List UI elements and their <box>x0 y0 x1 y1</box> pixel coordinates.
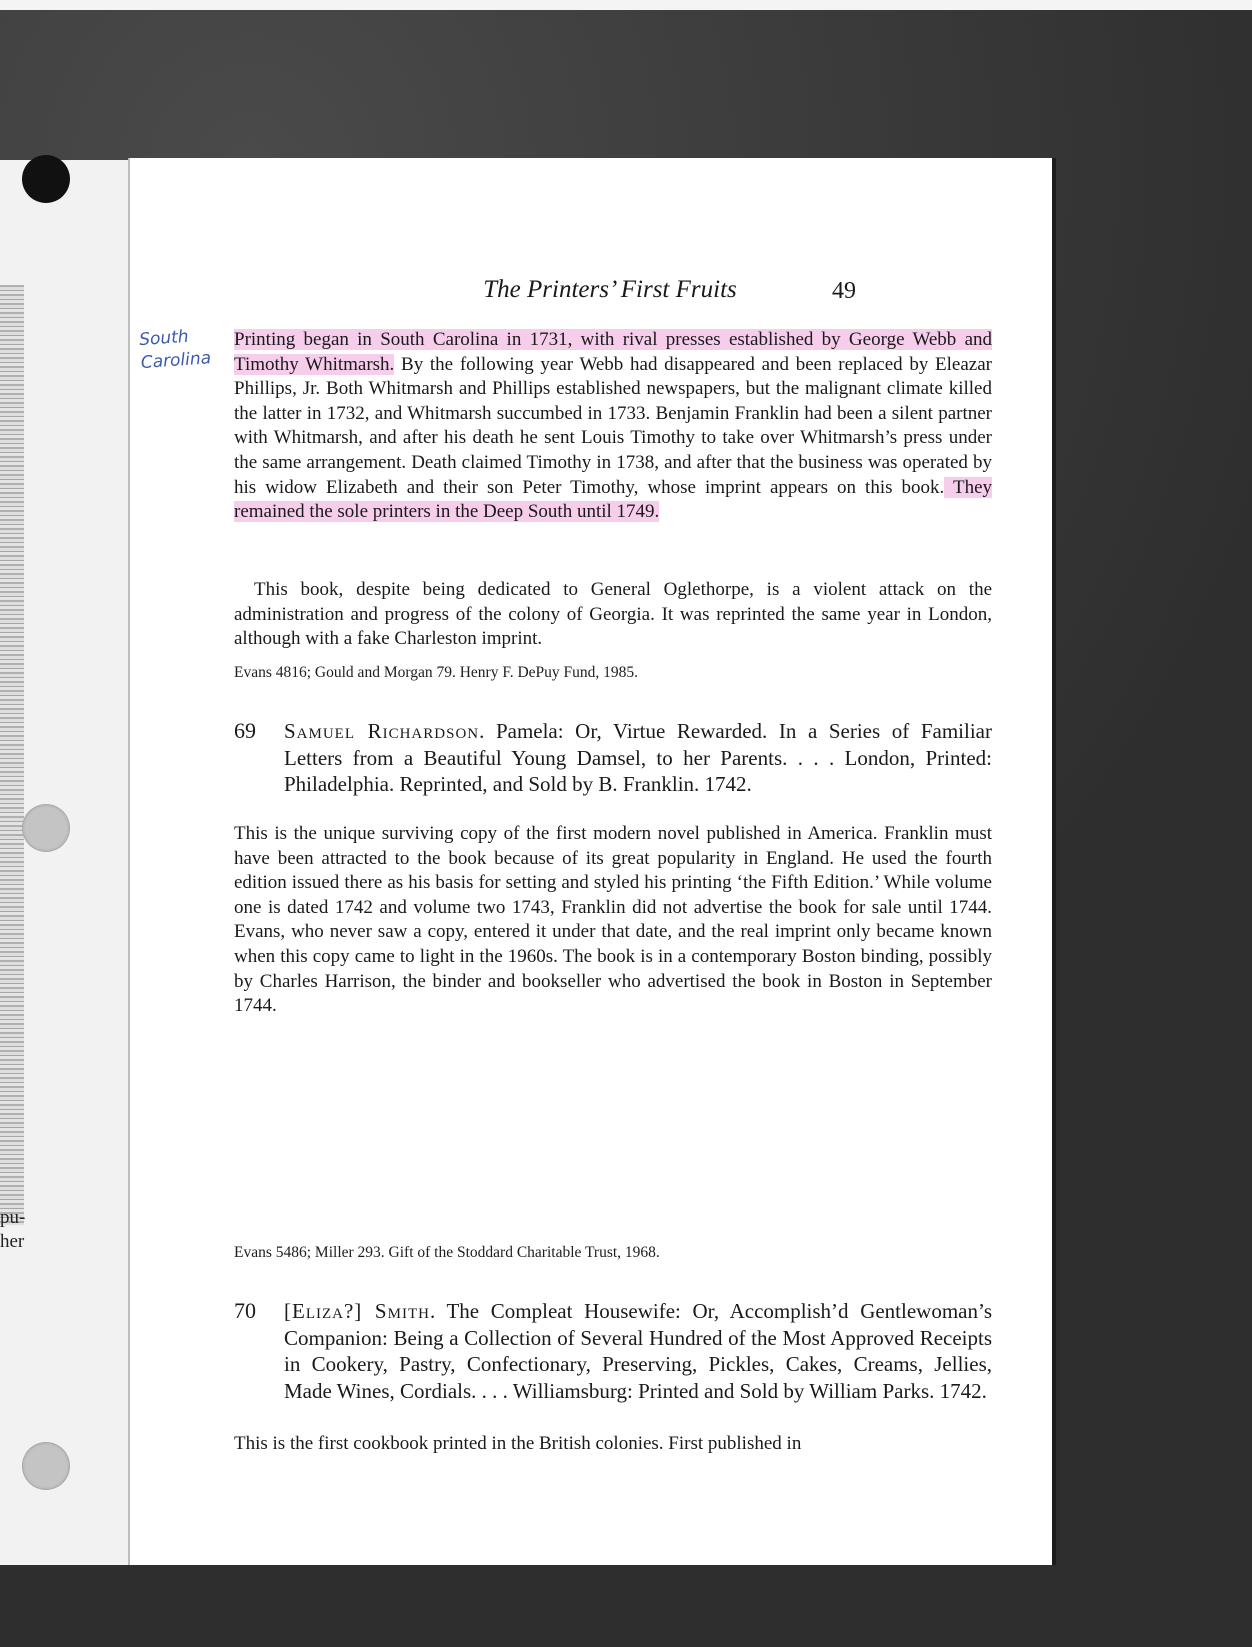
paragraph-south-carolina <box>234 328 992 525</box>
paragraph-pamela: This is the unique surviving copy of the first modern novel published in America. Franklin must have been attracted to the book because of its great popularity in England. He used the fourth edition issued there as his basis for setting and styled his printing ‘the Fifth Edition.’ While volume one is dated 1742 and volume two 1743, Franklin did not advertise the book for sale until 1744. Evans, who never saw a copy, entered it under that date, and the real imprint only became known when this copy came to light in the 1960s. The book is in a contemporary Boston binding, possibly by Charles Harrison, the binder and bookseller who advertised the book in Boston in September 1744. <box>234 823 992 1017</box>
paragraph-georgia-book: This book, despite being dedicated to General Oglethorpe, is a violent attack on the administration and progress of the colony of Georgia. It was reprinted the same year in London, although with a fake Charleston imprint. <box>234 579 992 650</box>
margin-note-line: South <box>138 326 190 351</box>
paragraph-text: By the following year Webb had disappeared and been replaced by Eleazar Phillips, Jr. Both Whitmarsh and Phillips established newspapers, but the malignant climate killed the latter in 1732, and Whitmarsh succumbed in 1733. Benjamin Franklin had been a silent partner with Whitmarsh, and after his death he sent Louis Timothy to take over Whitmarsh’s press under the same arrangement. Death claimed Timothy in 1738, and after that the business was operated by his widow Elizabeth and their son Peter Timothy, whose imprint appears on this book. <box>234 353 992 498</box>
punch-hole <box>22 155 70 203</box>
citation: Evans 5486; Miller 293. Gift of the Stoddard Charitable Trust, 1968. <box>234 1244 660 1261</box>
entry-title-text: . The Compleat Housewife: Or, Accomplish’d Gentlewoman’s Companion: Being a Collection of Several Hundred of the Most Approved Receipts in Cookery, Pastry, Confectionary, Preserving, Pickles, Cakes, Creams, Jellies, Made Wines, Cordials. . . . Williamsburg: Printed and Sold by William Parks. 1742. <box>284 1299 993 1403</box>
entry-author: [Eliza?] Smith <box>284 1299 430 1323</box>
entry-number: 70 <box>234 1298 256 1323</box>
handwritten-margin-note <box>139 323 232 375</box>
paragraph-cookbook: This is the first cookbook printed in the British colonies. First published in <box>234 1433 802 1454</box>
left-page-fragment: pu- <box>0 1207 26 1228</box>
running-head: The Printers’ First Fruits <box>483 276 737 303</box>
entry-number: 69 <box>234 718 256 743</box>
entry-title-text: . Pamela: Or, Virtue Rewarded. In a Series of Familiar Letters from a Beautiful Young Damsel, to her Parents. . . . London, Printed: Philadelphia. Reprinted, and Sold by B. Franklin. 1742. <box>284 719 992 796</box>
gutter-shadow <box>0 285 24 1225</box>
entry-title <box>284 1298 992 1404</box>
citation: Evans 4816; Gould and Morgan 79. Henry F. DePuy Fund, 1985. <box>234 664 639 681</box>
entry-title <box>284 718 992 798</box>
punch-hole <box>22 1442 70 1490</box>
left-facing-page <box>0 160 133 1565</box>
punch-hole <box>22 804 70 852</box>
margin-note-line: Carolina <box>140 348 212 374</box>
page-number: 49 <box>832 278 856 304</box>
left-page-fragment: her <box>0 1231 25 1252</box>
highlighted-text: Printing began in South Carolina in 1731, with rival presses established by George Webb and Timothy Whitmarsh. <box>234 329 992 375</box>
highlighted-text: They remained the sole printers in the Deep South until 1749. <box>234 476 992 523</box>
entry-author: Samuel Richardson <box>284 719 480 743</box>
scan-top-edge <box>0 0 1252 10</box>
book-page <box>128 158 1056 1565</box>
